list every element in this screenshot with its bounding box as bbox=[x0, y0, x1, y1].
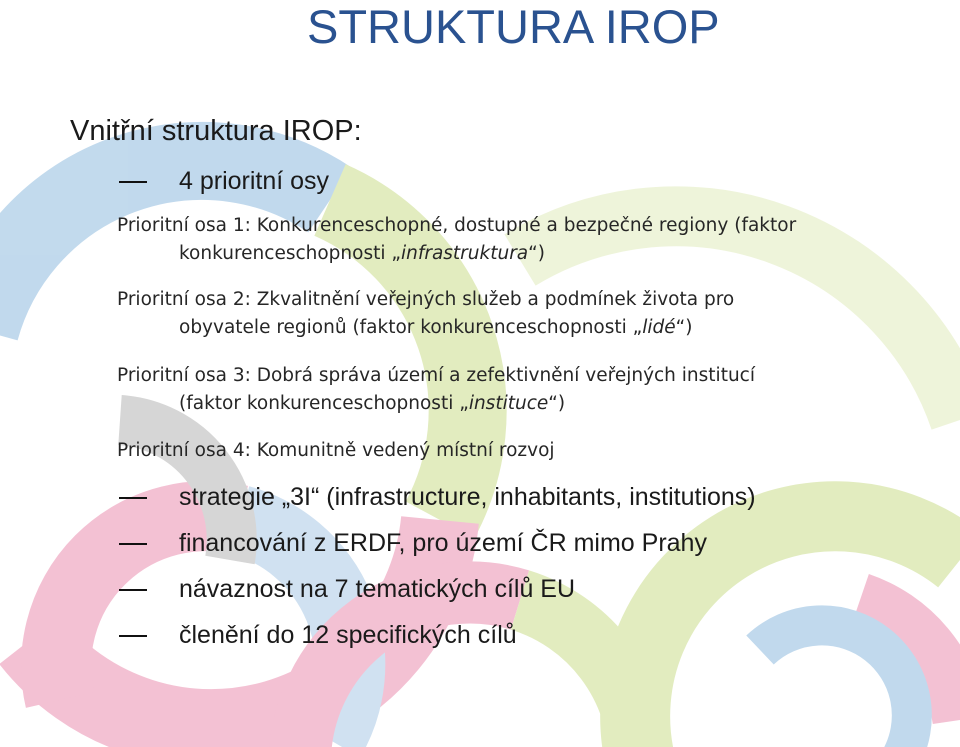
priority-axis-2 bbox=[117, 286, 957, 342]
dash-bullet-icon bbox=[119, 543, 147, 545]
priority-axis-line: Prioritní osa 4: Komunitně vedený místní rozvoj bbox=[117, 440, 555, 461]
dash-bullet-icon bbox=[119, 181, 147, 183]
list-item-text: financování z ERDF, pro území ČR mimo Prahy bbox=[179, 529, 707, 557]
list-item-text: strategie „3I“ (infrastructure, inhabitants, institutions) bbox=[179, 483, 756, 511]
priority-axis-4 bbox=[117, 437, 957, 465]
priority-axis-text: (faktor konkurenceschopnosti „ bbox=[179, 393, 469, 414]
priority-axis-text: “) bbox=[548, 393, 566, 414]
priority-axis-keyword: lidé bbox=[642, 317, 676, 338]
priority-axis-line bbox=[117, 314, 957, 342]
priority-axis-1 bbox=[117, 212, 957, 268]
list-item-text: členění do 12 specifických cílů bbox=[179, 621, 517, 649]
list-item-text: návaznost na 7 tematických cílů EU bbox=[179, 575, 576, 603]
priority-axis-line: Prioritní osa 1: Konkurenceschopné, dostupné a bezpečné regiony (faktor bbox=[117, 215, 797, 236]
dash-bullet-icon bbox=[119, 589, 147, 591]
priority-axis-text: “) bbox=[675, 317, 693, 338]
slide-title: STRUKTURA IROP bbox=[307, 0, 720, 53]
slide-subtitle: Vnitřní struktura IROP: bbox=[70, 115, 362, 147]
list-item-text: 4 prioritní osy bbox=[179, 167, 330, 195]
priority-axis-text: obyvatele regionů (faktor konkurenceschopnosti „ bbox=[179, 317, 643, 338]
priority-axis-line bbox=[117, 390, 957, 418]
priority-axis-line: Prioritní osa 3: Dobrá správa území a zefektivnění veřejných institucí bbox=[117, 365, 755, 386]
priority-axis-3 bbox=[117, 362, 957, 418]
priority-axis-text: “) bbox=[528, 243, 545, 264]
priority-axis-keyword: instituce bbox=[468, 393, 549, 414]
dash-bullet-icon bbox=[119, 497, 147, 499]
priority-axis-keyword: infrastruktura bbox=[400, 243, 529, 264]
priority-axis-line bbox=[117, 240, 957, 268]
priority-axis-text: konkurenceschopnosti „ bbox=[179, 243, 401, 264]
priority-axis-line: Prioritní osa 2: Zkvalitnění veřejných služeb a podmínek života pro bbox=[117, 289, 735, 310]
dash-bullet-icon bbox=[119, 635, 147, 637]
